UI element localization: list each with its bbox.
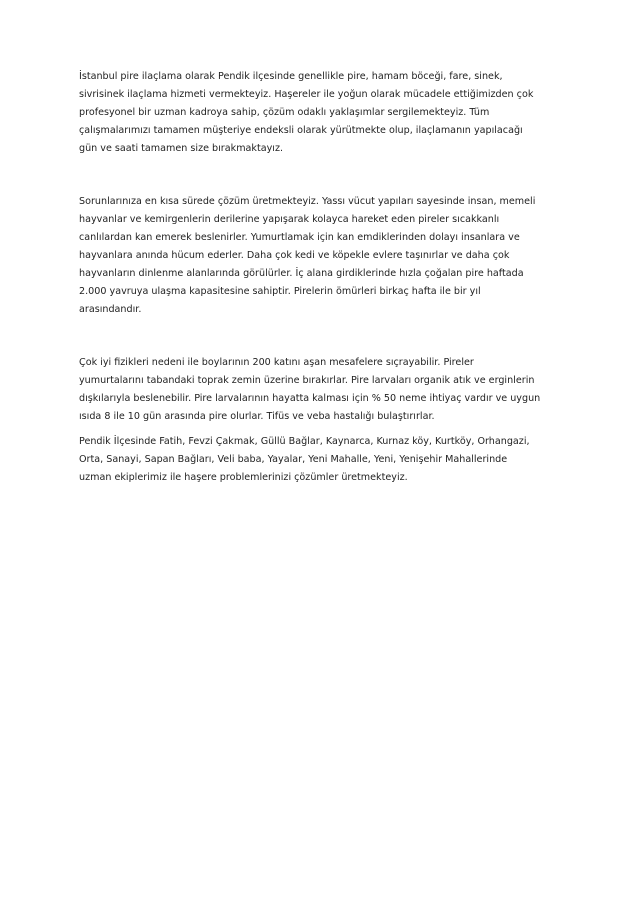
text-line: hayvanlara anında hücum ederler. Daha çok kedi ve köpekle evlere taşınırlar ve daha çok [79,250,510,261]
text-line: İstanbul pire ilaçlama olarak Pendik ilçesinde genellikle pire, hamam böceği, fare, sinek, [79,71,503,82]
paragraph-intro [79,68,567,158]
paragraph-physiology [79,354,567,426]
text-line: uzman ekiplerimiz ile haşere problemlerinizi çözümler üretmekteyiz. [79,472,408,483]
text-line: sivrisinek ilaçlama hizmeti vermekteyiz. Haşereler ile yoğun olarak mücadele ettiğimizden çok [79,89,534,100]
document-page [79,68,567,487]
text-line: Sorunlarınıza en kısa sürede çözüm üretmekteyiz. Yassı vücut yapıları sayesinde insan, memeli [79,196,536,207]
text-line: hayvanlar ve kemirgenlerin derilerine yapışarak kolayca hareket eden pireler sıcakkanlı [79,214,500,225]
text-line: arasındandır. [79,304,142,315]
text-line: Pendik İlçesinde Fatih, Fevzi Çakmak, Güllü Bağlar, Kaynarca, Kurnaz köy, Kurtköy, Orhangazi, [79,436,530,447]
text-line: profesyonel bir uzman kadroya sahip, çözüm odaklı yaklaşımlar sergilemekteyiz. Tüm [79,107,490,118]
text-line: Orta, Sanayi, Sapan Bağları, Veli baba, Yayalar, Yeni Mahalle, Yeni, Yenişehir Mahallerinde [79,454,508,465]
text-line: ısıda 8 ile 10 gün arasında pire olurlar. Tifüs ve veba hastalığı bulaştırırlar. [79,411,435,422]
text-line: dışkılarıyla beslenebilir. Pire larvalarının hayatta kalması için % 50 neme ihtiyaç vardır ve uygun [79,393,541,404]
paragraph-neighborhoods [79,433,567,487]
paragraph-solutions [79,193,567,319]
text-line: 2.000 yavruya ulaşma kapasitesine sahiptir. Pirelerin ömürleri birkaç hafta ile bir yıl [79,286,481,297]
text-line: çalışmalarımızı tamamen müşteriye endeksli olarak yürütmekte olup, ilaçlamanın yapılacağı [79,125,523,136]
text-line: canlılardan kan emerek beslenirler. Yumurtlamak için kan emdiklerinden dolayı insanlara ve [79,232,520,243]
text-line: Çok iyi fizikleri nedeni ile boylarının 200 katını aşan mesafelere sıçrayabilir. Pireler [79,357,474,368]
text-line: yumurtalarını tabandaki toprak zemin üzerine bırakırlar. Pire larvaları organik atık ve erginlerin [79,375,535,386]
text-line: hayvanların dinlenme alanlarında görülürler. İç alana girdiklerinde hızla çoğalan pire haftada [79,268,524,279]
text-line: gün ve saati tamamen size bırakmaktayız. [79,143,284,154]
